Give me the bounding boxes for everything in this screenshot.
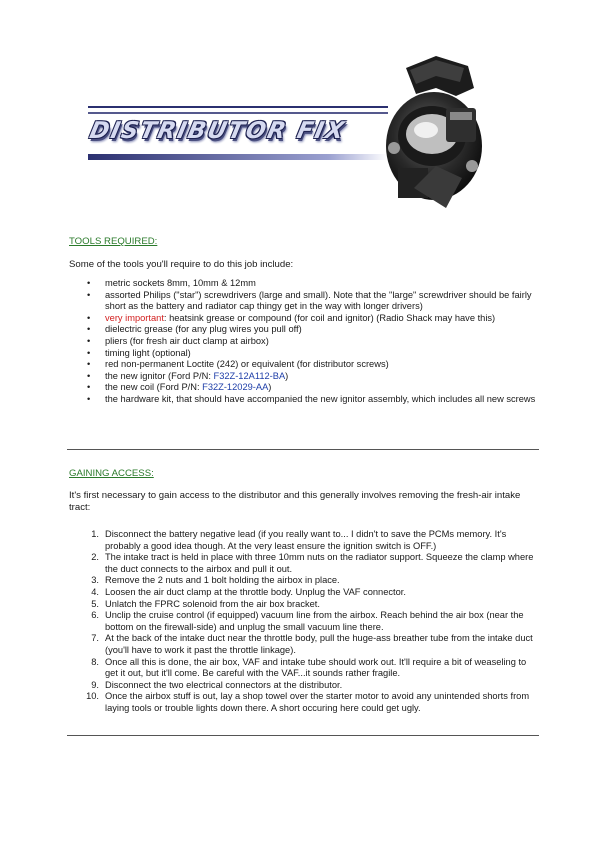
list-item (69, 278, 539, 290)
list-item-text: pliers (for fresh air duct clamp at airbox) (105, 335, 269, 346)
banner-title: DISTRIBUTOR FIX (87, 118, 349, 144)
bullet-icon: • (87, 370, 91, 381)
bullet-icon: • (87, 393, 91, 404)
step-number: 6. (91, 610, 99, 621)
bullet-icon: • (87, 324, 91, 335)
list-item (69, 290, 539, 313)
step-number: 1. (91, 529, 99, 539)
list-item (69, 633, 539, 656)
list-item (69, 336, 539, 348)
list-item-text: the hardware kit, that should have accompanied the new ignitor assembly, which includes all new screws (105, 393, 536, 404)
steps-list (69, 529, 539, 715)
tools-heading: TOOLS REQUIRED: (69, 236, 158, 247)
part-number-link[interactable]: F32Z-12029-AA (202, 382, 269, 393)
list-item (69, 587, 539, 599)
banner-stripe (88, 154, 388, 160)
header-banner (88, 48, 488, 218)
step-text: Unclip the cruise control (if equipped) vacuum line from the airbox. Reach behind the air box (near the bottom on the firewall-side) and unplug the small vacuum line there. (105, 610, 524, 632)
part-number-link[interactable]: F32Z-12A112-BA (213, 370, 286, 381)
step-text: The intake tract is held in place with three 10mm nuts on the radiator support. Squeeze the clamp where the duct connects to the airbox and pull it out. (105, 552, 534, 574)
list-item-text: metric sockets 8mm, 10mm & 12mm (105, 278, 256, 288)
section-divider (67, 735, 539, 736)
list-item (69, 552, 539, 575)
access-heading: GAINING ACCESS: (69, 468, 154, 479)
list-item (69, 691, 539, 714)
list-item-text: dielectric grease (for any plug wires you pull off) (105, 324, 302, 335)
list-item (69, 394, 539, 406)
list-item (69, 680, 539, 692)
list-item (69, 359, 539, 371)
step-number: 3. (91, 575, 99, 586)
step-text: Once all this is done, the air box, VAF and intake tube should work out. It'll require a bit of weaseling to get it out, but it'll come. Be careful with the VAF...it sounds rather fragile. (105, 656, 527, 679)
step-number: 2. (91, 552, 99, 563)
list-item-text: : heatsink grease or compound (for coil and ignitor) (Radio Shack may have this) (163, 312, 496, 323)
bullet-icon: • (87, 278, 91, 288)
bullet-icon: • (87, 347, 91, 358)
banner-stripe (88, 112, 388, 114)
list-item (69, 610, 539, 633)
list-item-text: timing light (optional) (105, 347, 191, 358)
step-number: 5. (91, 598, 99, 609)
bullet-icon: • (87, 382, 91, 393)
step-number: 4. (91, 586, 99, 597)
bullet-icon: • (87, 335, 91, 346)
step-text: At the back of the intake duct near the throttle body, pull the huge-ass breather tube from the intake duct (you'll have to work it past the throttle linkage). (105, 633, 533, 655)
step-text: Unlatch the FPRC solenoid from the air box bracket. (105, 598, 320, 609)
list-item (69, 324, 539, 336)
list-item (69, 599, 539, 611)
tools-intro: Some of the tools you'll require to do this job include: (69, 259, 294, 270)
step-text: Once the airbox stuff is out, lay a shop towel over the starter motor to avoid any unintended shorts from laying tools or trouble lights down there. A short occuring here could get ugly. (105, 691, 530, 713)
list-item (69, 575, 539, 587)
list-item (69, 529, 539, 552)
section-divider (67, 449, 539, 450)
step-number: 8. (91, 656, 99, 667)
list-item-text: ) (268, 382, 272, 393)
banner-stripe (88, 106, 388, 108)
step-text: Remove the 2 nuts and 1 bolt holding the airbox in place. (105, 575, 340, 586)
important-highlight: very important (105, 312, 164, 323)
list-item (69, 371, 539, 383)
step-text: Loosen the air duct clamp at the throttle body. Unplug the VAF connector. (105, 586, 406, 597)
list-item-text: red non-permanent Loctite (242) or equivalent (for distributor screws) (105, 359, 389, 370)
list-item-text: the new ignitor (Ford P/N: (105, 370, 214, 381)
list-item-text: assorted Philips ("star") screwdrivers (large and small). Note that the "large" screwdriver should be fairly short as the battery and radiator cap thingy get in the way with longer drivers) (105, 289, 532, 312)
step-number: 10. (86, 691, 99, 702)
step-text: Disconnect the battery negative lead (if you really want to... I didn't to save the PCMs memory. It's probably a good idea though. At the very least ensure the ignition switch is OFF.) (105, 529, 507, 551)
tools-list (69, 278, 539, 406)
bullet-icon: • (87, 289, 91, 300)
list-item (69, 657, 539, 680)
access-intro: It's first necessary to gain access to the distributor and this generally involves removing the fresh-air intake tract: (69, 490, 521, 513)
list-item-text: the new coil (Ford P/N: (105, 382, 203, 393)
list-item (69, 313, 539, 325)
list-item-text: ) (285, 370, 289, 381)
step-number: 7. (91, 633, 99, 644)
list-item (69, 348, 539, 360)
step-number: 9. (91, 679, 99, 690)
bullet-icon: • (87, 312, 91, 323)
step-text: Disconnect the two electrical connectors at the distributor. (105, 679, 343, 690)
distributor-photo (376, 48, 488, 218)
bullet-icon: • (87, 359, 91, 370)
list-item (69, 382, 539, 394)
banner-title-wrap (87, 118, 349, 144)
